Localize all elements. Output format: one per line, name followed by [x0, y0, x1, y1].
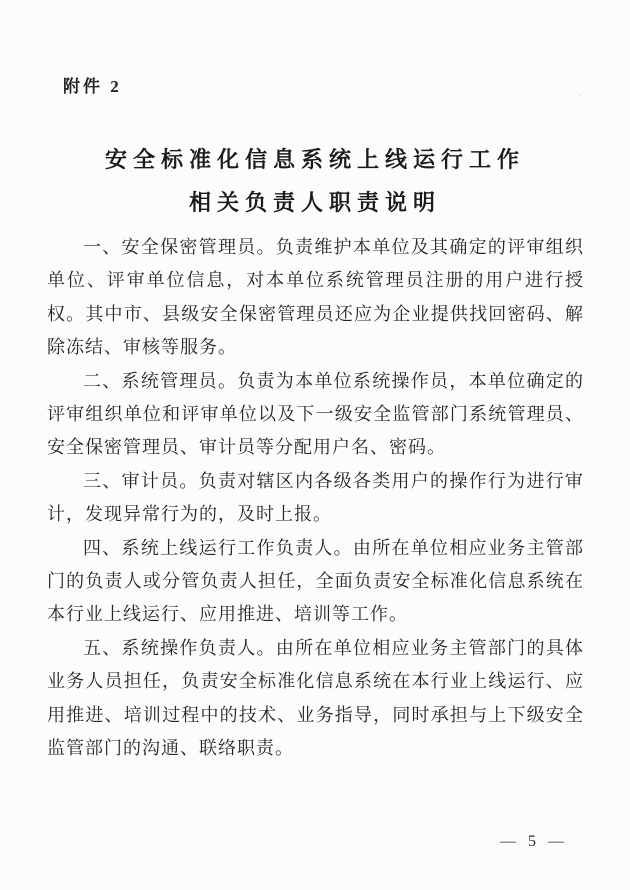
document-title-line-2: 相关负责人职责说明 — [188, 190, 441, 215]
paragraph-security-admin: 一、安全保密管理员。负责维护本单位及其确定的评审组织单位、评审单位信息，对本单位系统管理员注册的用户进行授权。其中市、县级安全保密管理员还应为企业提供找回密码、解除冻结、审核等服务。 — [47, 237, 584, 358]
page-number: — 5 — — [500, 833, 568, 850]
paragraph-system-admin: 二、系统管理员。负责为本单位系统操作员，本单位确定的评审组织单位和评审单位以及下一级安全监管部门系统管理员、安全保密管理员、审计员等分配用户名、密码。 — [47, 370, 584, 458]
document-title-line-1: 安全标准化信息系统上线运行工作 — [104, 147, 525, 172]
document-title — [0, 138, 630, 224]
attachment-label: 附件 2 — [63, 77, 122, 96]
document-body — [47, 231, 584, 766]
paragraph-launch-lead: 四、系统上线运行工作负责人。由所在单位相应业务主管部门的负责人或分管负责人担任，全面负责安全标准化信息系统在本行业上线运行、应用推进、培训等工作。 — [47, 537, 584, 625]
paragraph-auditor: 三、审计员。负责对辖区内各级各类用户的操作行为进行审计，发现异常行为的，及时上报。 — [47, 470, 584, 525]
paragraph-operation-lead: 五、系统操作负责人。由所在单位相应业务主管部门的具体业务人员担任，负责安全标准化信息系统在本行业上线运行、应用推进、培训过程中的技术、业务指导，同时承担与上下级安全监管部门的沟通、联络职责。 — [47, 637, 584, 759]
